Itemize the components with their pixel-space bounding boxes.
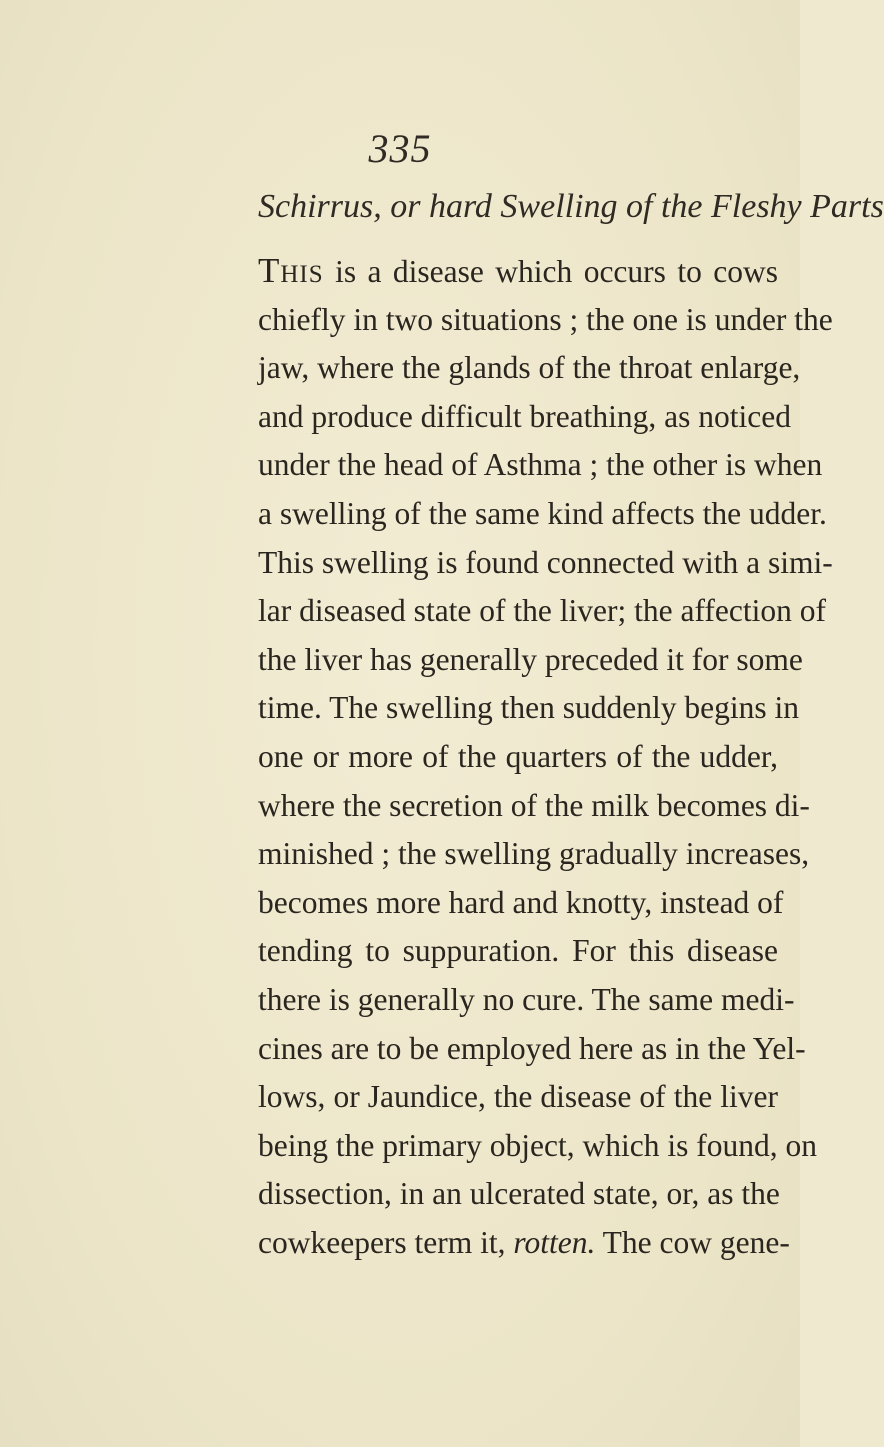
text-line-11: one or more of the quarters of the udder, xyxy=(258,738,778,774)
text-line-8: lar diseased state of the liver; the affection of xyxy=(258,593,826,629)
text-line-10: time. The swelling then suddenly begins in xyxy=(258,690,799,726)
text-line-15: tending to suppuration. For this disease xyxy=(258,933,778,969)
text-line-2: chiefly in two situations ; the one is under the xyxy=(258,301,833,337)
text-line-12: where the secretion of the milk becomes di- xyxy=(258,787,810,823)
text-line-9: the liver has generally preceded it for some xyxy=(258,641,803,677)
text-line-4: and produce difficult breathing, as noticed xyxy=(258,398,791,434)
section-heading: Schirrus, or hard Swelling of the Fleshy Parts xyxy=(258,188,884,225)
text-line-19: being the primary object, which is found, on xyxy=(258,1127,818,1163)
page-number: 335 xyxy=(368,126,432,171)
text-line-17: cines are to be employed here as in the Yel- xyxy=(258,1030,806,1066)
text-line-13: minished ; the swelling gradually increases, xyxy=(258,836,810,872)
text-line-20: dissection, in an ulcerated state, or, as the xyxy=(258,1176,780,1212)
italic-word: rotten. xyxy=(513,1224,596,1260)
text-line-1: This is a disease which occurs to cows xyxy=(258,251,778,290)
text-line-5: under the head of Asthma ; the other is when xyxy=(258,447,823,483)
text-line-7: This swelling is found connected with a simi- xyxy=(258,544,833,580)
text-line-6: a swelling of the same kind affects the udder. xyxy=(258,495,827,531)
text-line-3: jaw, where the glands of the throat enlarge, xyxy=(258,350,801,386)
text-line-14: becomes more hard and knotty, instead of xyxy=(258,884,784,920)
text-line-18: lows, or Jaundice, the disease of the liver xyxy=(258,1079,778,1115)
body-paragraph xyxy=(258,247,833,1267)
lead-small-caps: This xyxy=(258,251,324,290)
text-line-21: cowkeepers term it, rotten. The cow gene- xyxy=(258,1224,790,1260)
text-line-16: there is generally no cure. The same medi- xyxy=(258,981,795,1017)
